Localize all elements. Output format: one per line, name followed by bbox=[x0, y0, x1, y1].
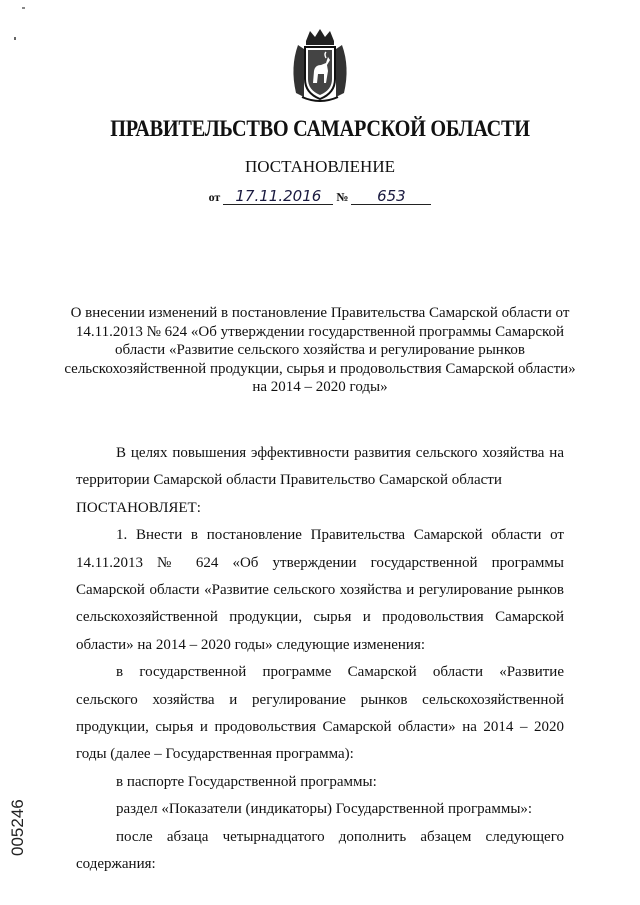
document-body bbox=[76, 440, 564, 879]
paragraph: 1. Внести в постановление Правительства Самарской области от 14.11.2013 № 624 «Об утверждении государственной программы Самарской области «Развитие сельского хозяйства и регулирование рынков сельскохозяйственной продукции, сырья и продовольствия Самарской области» на 2014 – 2020 годы» следующие изменения: bbox=[76, 527, 564, 653]
number-prefix: № bbox=[336, 190, 349, 204]
document-subject: О внесении изменений в постановление Правительства Самарской области от 14.11.2013 № 624 «Об утверждении государственной программы Самарской области «Развитие сельского хозяйства и регулирование рынков сельскохозяйственной продукции, сырья и продовольствия Самарской области» на 2014 – 2020 годы» bbox=[64, 305, 576, 395]
scan-speck bbox=[22, 7, 25, 9]
date-prefix: от bbox=[208, 190, 221, 204]
paragraph: В целях повышения эффективности развития сельского хозяйства на территории Самарской области Правительство Самарской области bbox=[76, 445, 564, 489]
paragraph: после абзаца четырнадцатого дополнить абзацем следующего содержания: bbox=[76, 828, 564, 873]
document-type: ПОСТАНОВЛЕНИЕ bbox=[244, 157, 395, 176]
paragraph: в паспорте Государственной программы: bbox=[116, 773, 377, 790]
paragraph-resolves: ПОСТАНОВЛЯЕТ: bbox=[76, 499, 201, 516]
date-number-line bbox=[0, 188, 640, 205]
scan-speck bbox=[14, 37, 16, 40]
handwritten-number: 653 bbox=[351, 188, 431, 205]
handwritten-date: 17.11.2016 bbox=[223, 188, 333, 205]
archive-number: 005246 bbox=[8, 799, 27, 856]
coat-of-arms-emblem bbox=[288, 27, 352, 103]
paragraph: в государственной программе Самарской области «Развитие сельского хозяйства и регулирование рынков сельскохозяйственной продукции, сырья и продовольствия Самарской области» на 2014 – 2020 годы (далее – Государственная программа): bbox=[76, 664, 564, 763]
paragraph: раздел «Показатели (индикаторы) Государственной программы»: bbox=[116, 801, 533, 818]
organization-title: ПРАВИТЕЛЬСТВО САМАРСКОЙ ОБЛАСТИ bbox=[110, 116, 530, 141]
